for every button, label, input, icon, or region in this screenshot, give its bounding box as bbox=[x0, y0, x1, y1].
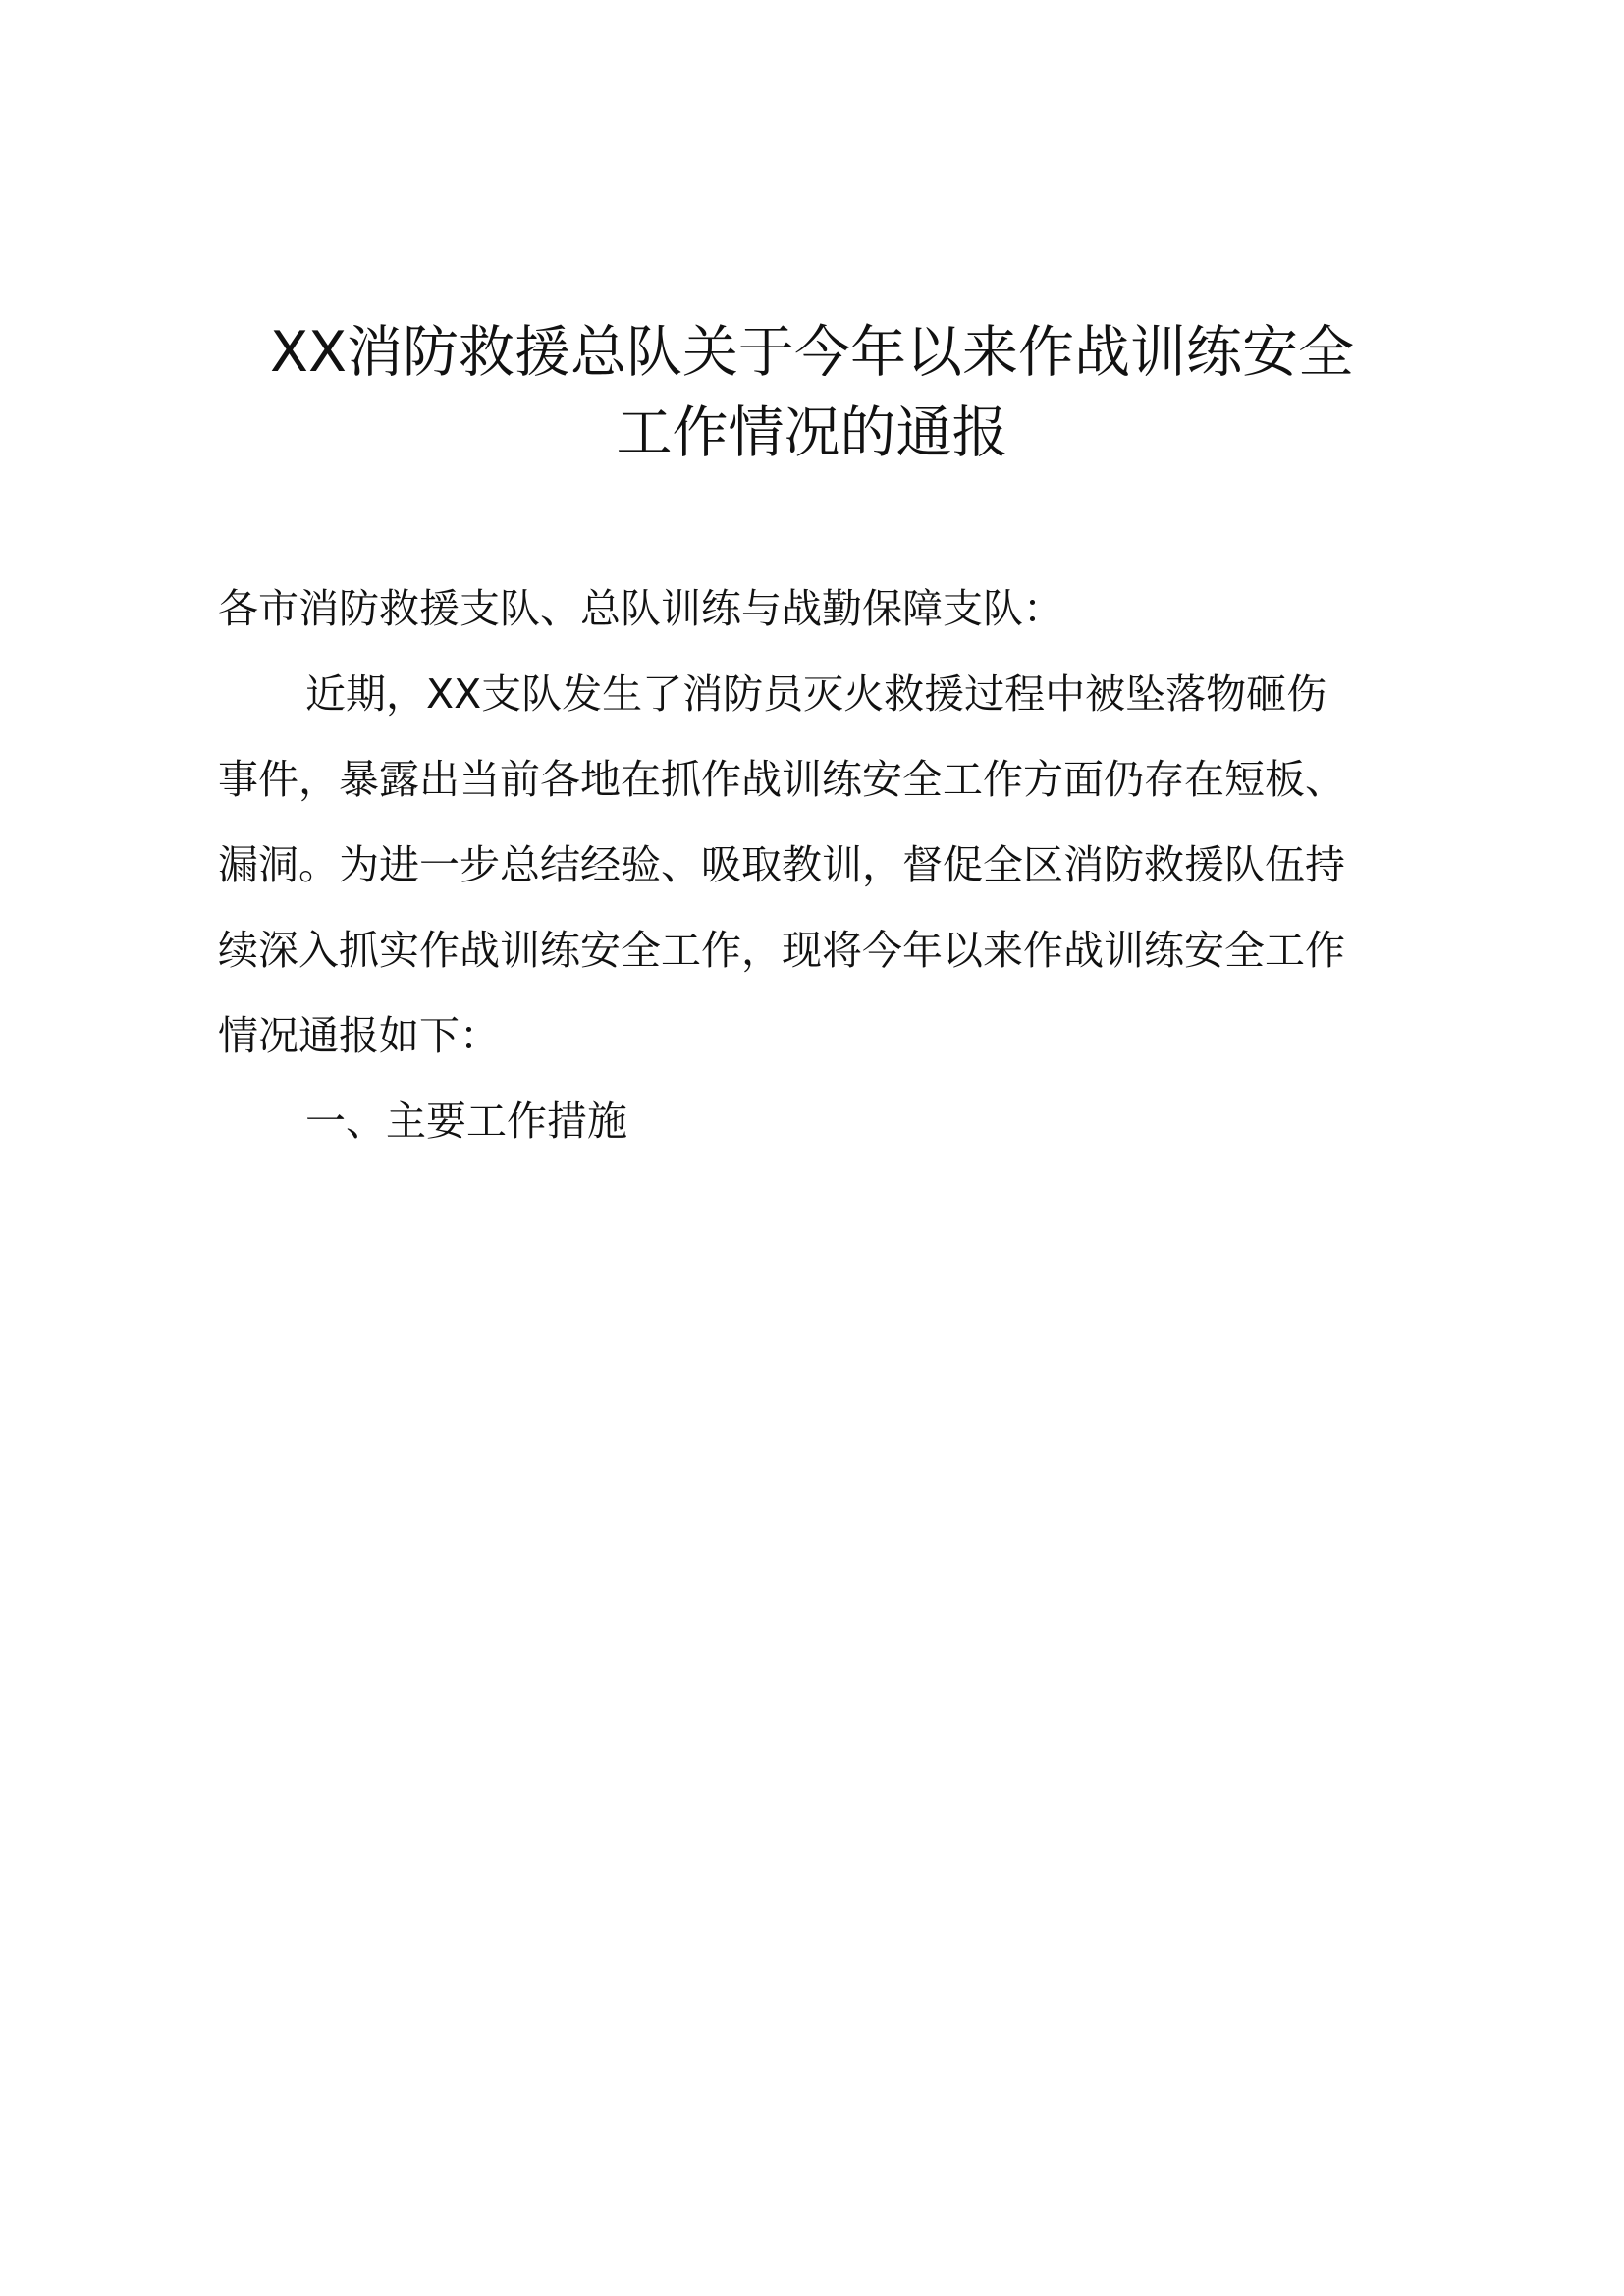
paragraph-line-2: 事件，暴露出当前各地在抓作战训练安全工作方面仍存在短板、 bbox=[218, 756, 1345, 803]
title-line-2: 工作情况的通报 bbox=[616, 400, 1008, 465]
paragraph-line-5: 情况通报如下： bbox=[218, 1012, 500, 1059]
salutation: 各市消防救援支队、总队训练与战勤保障支队： bbox=[218, 585, 1063, 632]
title-line-1: XX消防救援总队关于今年以来作战训练安全 bbox=[269, 320, 1355, 385]
paragraph-line-3: 漏洞。为进一步总结经验、吸取教训，督促全区消防救援队伍持 bbox=[218, 841, 1345, 888]
document-title bbox=[196, 312, 1428, 473]
paragraph-line-4: 续深入抓实作战训练安全工作，现将今年以来作战训练安全工作 bbox=[218, 927, 1345, 974]
paragraph-line-1: 近期，XX支队发生了消防员灭火救援过程中被坠落物砸伤 bbox=[305, 670, 1327, 718]
section-heading: 一、主要工作措施 bbox=[305, 1097, 627, 1145]
